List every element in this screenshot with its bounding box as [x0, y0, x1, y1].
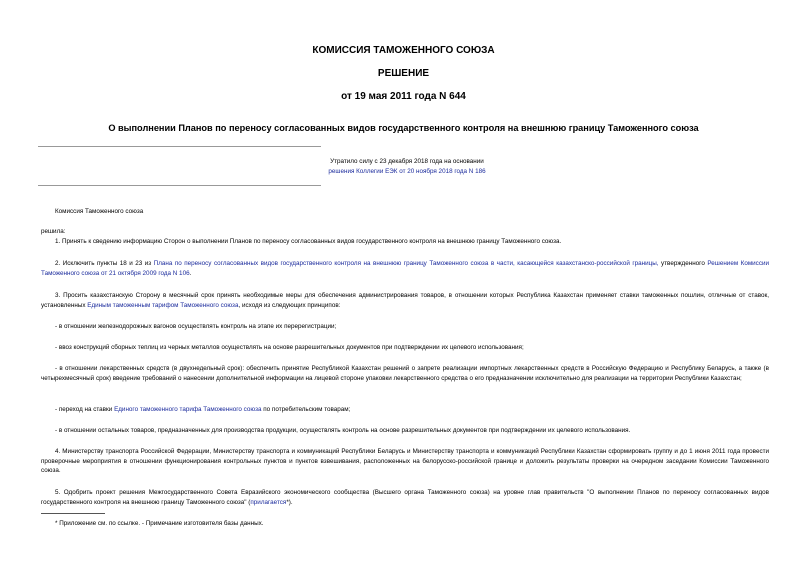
date-number: от 19 мая 2011 года N 644 [341, 91, 466, 102]
paragraph-2 [41, 259, 769, 278]
paragraph-2-prefix: 2. Исключить пункты 18 и 23 из [55, 260, 152, 267]
paragraph-2-mid: утвержденного [658, 260, 708, 267]
attachment-link[interactable]: прилагается [250, 498, 287, 506]
divider-top [38, 146, 321, 147]
footnote-divider [41, 513, 105, 514]
issuer: Комиссия Таможенного союза [55, 208, 144, 215]
footnote: * Приложение см. по ссылке. - Примечание изготовителя базы данных. [55, 520, 264, 527]
bullet-greenhouses: - ввоз конструкций сборных теплиц из черных металлов осуществлять на основе разрешительных документов при подтверждении их целевого использования; [55, 344, 524, 351]
decided-label: решила: [41, 228, 66, 235]
plan-link[interactable]: Плана по переносу согласованных видов государственного контроля на внешнюю границу Таможенного союза в части, касающейся казахстанско-российской границы, [153, 260, 659, 267]
paragraph-4: 4. Министерству транспорта Российской Федерации, Министерству транспорта и коммуникаций Республики Беларусь и Министерству транспорта и коммуникаций Республики Казахстан сформировать группу и до 1 июня 2011 года провести проверочные мероприятия в отношении функционирования контрольных пунктов и пунктов взвешивания, расположенных на белорусско-российской границе и доложить результаты проверки на очередном заседании Комиссии Таможенного союза. [41, 448, 769, 474]
unified-tariff-link[interactable]: Единым таможенным тарифом Таможенного союза [87, 301, 239, 309]
paragraph-3 [41, 291, 769, 310]
decision-106-link[interactable]: Решением Комиссии Таможенного союза от 21 октября 2009 года N 106 [41, 260, 769, 277]
bullet-tariff [41, 405, 769, 415]
bullet-other-goods: - в отношении остальных товаров, предназначенных для производства продукции, осуществлять контроль на основе разрешительных документов при подтверждении их целевого использования. [55, 427, 631, 434]
status-text: Утратило силу с 23 декабря 2018 года на основании [330, 158, 484, 165]
document-title: О выполнении Планов по переносу согласованных видов государственного контроля на внешнюю границу Таможенного союза [108, 123, 699, 133]
tariff-link[interactable]: Единого таможенного тарифа Таможенного союза [114, 406, 262, 413]
paragraph-1: 1. Принять к сведению информацию Сторон о выполнении Планов по переносу согласованных видов государственного контроля на внешнюю границу Таможенного союза. [55, 238, 562, 245]
paragraph-3-text-a: 3. Просить казахстанскую Сторону в месячный срок принять необходимые меры для обеспечения администрирования товаров, в отношении которых Республика Казахстан применяет ставки таможенных пошлин, отличные от ставок, установленных [41, 292, 769, 309]
paragraph-3-text-b: , исходя из следующих принципов: [238, 301, 341, 309]
doc-type-heading: РЕШЕНИЕ [377, 68, 430, 79]
bullet-railcars: - в отношении железнодорожных вагонов осуществлять контроль на этапе их перерегистрации; [55, 323, 337, 330]
bullet-tariff-text-b: по потребительским товарам; [261, 406, 351, 413]
paragraph-2-end: . [189, 269, 192, 277]
divider-bottom [38, 185, 321, 186]
paragraph-5-text-a: 5. Одобрить проект решения Межгосударственного Совета Евразийского экономического сообщества (Высшего органа Таможенного союза) на уровне глав правительств "О выполнении Планов по переносу согласованных видов государственного контроля на внешнюю границу Таможенного союза" ( [41, 489, 769, 506]
status-link[interactable]: решения Коллегии ЕЭК от 20 ноября 2018 года N 186 [328, 168, 486, 175]
bullet-medicines: - в отношении лекарственных средств (в двухнедельный срок): обеспечить принятие Республикой Казахстан решений о запрете реализации импортных лекарственных средств в Российскую Федерацию и Республику Беларусь, а также (в четырехмесячный срок) введение требований о нанесении дополнительной информации на лицевой стороне упаковки лекарственного средства о его предназначении исключительно для реализации на территории Республики Казахстан; [41, 365, 769, 382]
bullet-tariff-text-a: - переход на ставки [55, 406, 115, 413]
paragraph-5-text-b: *). [286, 498, 293, 506]
org-heading: КОМИССИЯ ТАМОЖЕННОГО СОЮЗА [312, 45, 495, 56]
paragraph-5 [41, 488, 769, 507]
